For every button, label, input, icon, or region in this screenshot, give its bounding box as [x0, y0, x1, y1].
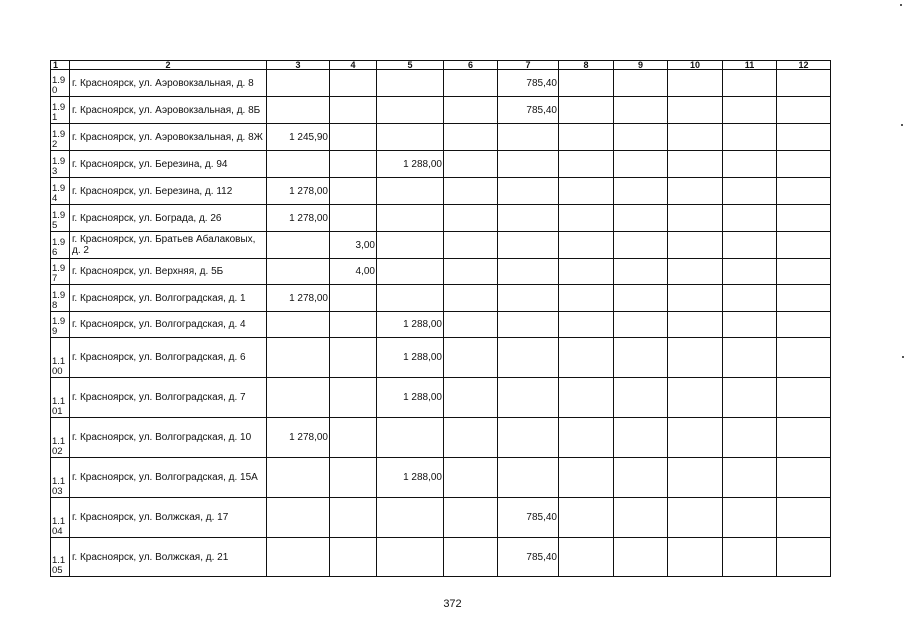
table-body	[51, 70, 831, 577]
scan-speck	[900, 4, 902, 6]
value-cell-col-11	[723, 259, 777, 285]
value-cell-col-3	[267, 232, 330, 259]
column-header-2: 2	[70, 61, 267, 70]
address-cell: г. Красноярск, ул. Волгоградская, д. 6	[70, 338, 267, 378]
address-cell: г. Красноярск, ул. Волгоградская, д. 15А	[70, 458, 267, 498]
value-cell-col-11	[723, 205, 777, 232]
value-cell-col-11	[723, 418, 777, 458]
column-header-3: 3	[267, 61, 330, 70]
value-cell-col-7: 785,40	[498, 538, 559, 577]
value-cell-col-6	[444, 124, 498, 151]
value-cell-col-3	[267, 378, 330, 418]
value-cell-col-4	[330, 285, 377, 312]
row-number: 1.1 04	[51, 498, 70, 538]
scan-speck	[902, 356, 904, 358]
row-number: 1.1 02	[51, 418, 70, 458]
value-cell-col-7	[498, 378, 559, 418]
value-cell-col-9	[614, 259, 668, 285]
value-cell-col-6	[444, 205, 498, 232]
value-cell-col-12	[777, 498, 831, 538]
row-number: 1.9 2	[51, 124, 70, 151]
column-header-4: 4	[330, 61, 377, 70]
value-cell-col-7	[498, 205, 559, 232]
value-cell-col-4: 3,00	[330, 232, 377, 259]
table-row	[51, 338, 831, 378]
value-cell-col-10	[668, 418, 723, 458]
address-cell: г. Красноярск, ул. Верхняя, д. 5Б	[70, 259, 267, 285]
value-cell-col-3: 1 278,00	[267, 418, 330, 458]
column-header-9: 9	[614, 61, 668, 70]
value-cell-col-6	[444, 538, 498, 577]
value-cell-col-8	[559, 205, 614, 232]
row-number: 1.1 00	[51, 338, 70, 378]
row-number: 1.9 7	[51, 259, 70, 285]
value-cell-col-8	[559, 97, 614, 124]
table-row	[51, 178, 831, 205]
value-cell-col-10	[668, 124, 723, 151]
value-cell-col-7	[498, 151, 559, 178]
value-cell-col-9	[614, 338, 668, 378]
value-cell-col-10	[668, 458, 723, 498]
row-number: 1.9 0	[51, 70, 70, 97]
value-cell-col-11	[723, 312, 777, 338]
column-header-8: 8	[559, 61, 614, 70]
table-row	[51, 498, 831, 538]
value-cell-col-3: 1 245,90	[267, 124, 330, 151]
address-cell: г. Красноярск, ул. Аэровокзальная, д. 8Б	[70, 97, 267, 124]
address-cell: г. Красноярск, ул. Аэровокзальная, д. 8	[70, 70, 267, 97]
value-cell-col-3	[267, 338, 330, 378]
value-cell-col-7	[498, 285, 559, 312]
value-cell-col-4	[330, 312, 377, 338]
value-cell-col-9	[614, 378, 668, 418]
address-cell: г. Красноярск, ул. Волгоградская, д. 4	[70, 312, 267, 338]
value-cell-col-7	[498, 259, 559, 285]
value-cell-col-10	[668, 151, 723, 178]
value-cell-col-10	[668, 538, 723, 577]
value-cell-col-11	[723, 458, 777, 498]
value-cell-col-6	[444, 418, 498, 458]
value-cell-col-5: 1 288,00	[377, 458, 444, 498]
column-header-6: 6	[444, 61, 498, 70]
value-cell-col-11	[723, 498, 777, 538]
value-cell-col-5	[377, 97, 444, 124]
table-row	[51, 418, 831, 458]
address-cell: г. Красноярск, ул. Березина, д. 112	[70, 178, 267, 205]
value-cell-col-11	[723, 97, 777, 124]
value-cell-col-9	[614, 97, 668, 124]
value-cell-col-6	[444, 232, 498, 259]
value-cell-col-10	[668, 232, 723, 259]
value-cell-col-4	[330, 178, 377, 205]
value-cell-col-9	[614, 458, 668, 498]
column-header-10: 10	[668, 61, 723, 70]
value-cell-col-9	[614, 418, 668, 458]
value-cell-col-6	[444, 285, 498, 312]
value-cell-col-12	[777, 259, 831, 285]
value-cell-col-4: 4,00	[330, 259, 377, 285]
table-row	[51, 151, 831, 178]
value-cell-col-3	[267, 538, 330, 577]
value-cell-col-9	[614, 285, 668, 312]
value-cell-col-5	[377, 178, 444, 205]
value-cell-col-8	[559, 538, 614, 577]
value-cell-col-10	[668, 97, 723, 124]
value-cell-col-12	[777, 378, 831, 418]
value-cell-col-3	[267, 70, 330, 97]
value-cell-col-11	[723, 178, 777, 205]
value-cell-col-7	[498, 178, 559, 205]
value-cell-col-12	[777, 418, 831, 458]
value-cell-col-7	[498, 418, 559, 458]
column-header-1: 1	[51, 61, 70, 70]
value-cell-col-12	[777, 232, 831, 259]
value-cell-col-5: 1 288,00	[377, 151, 444, 178]
value-cell-col-7: 785,40	[498, 498, 559, 538]
value-cell-col-9	[614, 538, 668, 577]
value-cell-col-6	[444, 259, 498, 285]
value-cell-col-4	[330, 97, 377, 124]
row-number: 1.9 9	[51, 312, 70, 338]
value-cell-col-10	[668, 498, 723, 538]
value-cell-col-6	[444, 97, 498, 124]
value-cell-col-11	[723, 378, 777, 418]
table-row	[51, 378, 831, 418]
value-cell-col-6	[444, 178, 498, 205]
value-cell-col-10	[668, 70, 723, 97]
value-cell-col-6	[444, 151, 498, 178]
value-cell-col-4	[330, 124, 377, 151]
value-cell-col-5: 1 288,00	[377, 338, 444, 378]
address-cell: г. Красноярск, ул. Волгоградская, д. 1	[70, 285, 267, 312]
row-number: 1.9 4	[51, 178, 70, 205]
value-cell-col-12	[777, 458, 831, 498]
value-cell-col-5	[377, 232, 444, 259]
value-cell-col-5: 1 288,00	[377, 378, 444, 418]
value-cell-col-5	[377, 70, 444, 97]
value-cell-col-4	[330, 378, 377, 418]
table-row	[51, 97, 831, 124]
value-cell-col-8	[559, 178, 614, 205]
value-cell-col-10	[668, 338, 723, 378]
value-cell-col-3	[267, 312, 330, 338]
value-cell-col-3	[267, 259, 330, 285]
value-cell-col-8	[559, 498, 614, 538]
value-cell-col-7: 785,40	[498, 97, 559, 124]
value-cell-col-4	[330, 418, 377, 458]
table-row	[51, 458, 831, 498]
value-cell-col-11	[723, 232, 777, 259]
value-cell-col-6	[444, 498, 498, 538]
value-cell-col-7	[498, 458, 559, 498]
address-cell: г. Красноярск, ул. Братьев Абалаковых, д. 2	[70, 232, 267, 259]
value-cell-col-8	[559, 418, 614, 458]
row-number: 1.1 05	[51, 538, 70, 577]
value-cell-col-8	[559, 312, 614, 338]
address-cell: г. Красноярск, ул. Аэровокзальная, д. 8Ж	[70, 124, 267, 151]
value-cell-col-7	[498, 232, 559, 259]
table-row	[51, 259, 831, 285]
value-cell-col-3	[267, 151, 330, 178]
value-cell-col-8	[559, 151, 614, 178]
value-cell-col-8	[559, 124, 614, 151]
value-cell-col-11	[723, 338, 777, 378]
value-cell-col-4	[330, 70, 377, 97]
address-cell: г. Красноярск, ул. Волгоградская, д. 7	[70, 378, 267, 418]
value-cell-col-5: 1 288,00	[377, 312, 444, 338]
page-number: 372	[443, 598, 462, 610]
row-number: 1.9 5	[51, 205, 70, 232]
value-cell-col-3: 1 278,00	[267, 205, 330, 232]
value-cell-col-8	[559, 232, 614, 259]
value-cell-col-5	[377, 285, 444, 312]
table-row	[51, 70, 831, 97]
value-cell-col-4	[330, 498, 377, 538]
value-cell-col-4	[330, 458, 377, 498]
value-cell-col-9	[614, 70, 668, 97]
value-cell-col-9	[614, 124, 668, 151]
value-cell-col-5	[377, 538, 444, 577]
data-table	[50, 60, 831, 577]
address-cell: г. Красноярск, ул. Волжская, д. 21	[70, 538, 267, 577]
value-cell-col-12	[777, 151, 831, 178]
value-cell-col-10	[668, 259, 723, 285]
value-cell-col-3: 1 278,00	[267, 285, 330, 312]
address-cell: г. Красноярск, ул. Бограда, д. 26	[70, 205, 267, 232]
value-cell-col-8	[559, 70, 614, 97]
value-cell-col-8	[559, 259, 614, 285]
value-cell-col-3	[267, 97, 330, 124]
value-cell-col-6	[444, 312, 498, 338]
value-cell-col-9	[614, 178, 668, 205]
value-cell-col-9	[614, 498, 668, 538]
value-cell-col-6	[444, 378, 498, 418]
value-cell-col-4	[330, 338, 377, 378]
value-cell-col-12	[777, 70, 831, 97]
value-cell-col-9	[614, 232, 668, 259]
value-cell-col-6	[444, 458, 498, 498]
row-number: 1.9 8	[51, 285, 70, 312]
value-cell-col-12	[777, 312, 831, 338]
address-cell: г. Красноярск, ул. Волгоградская, д. 10	[70, 418, 267, 458]
value-cell-col-12	[777, 205, 831, 232]
value-cell-col-8	[559, 458, 614, 498]
value-cell-col-7	[498, 338, 559, 378]
value-cell-col-6	[444, 70, 498, 97]
row-number: 1.1 01	[51, 378, 70, 418]
table-row	[51, 205, 831, 232]
table-row	[51, 538, 831, 577]
value-cell-col-12	[777, 178, 831, 205]
value-cell-col-9	[614, 151, 668, 178]
value-cell-col-12	[777, 97, 831, 124]
value-cell-col-5	[377, 498, 444, 538]
table-row	[51, 124, 831, 151]
row-number: 1.9 1	[51, 97, 70, 124]
value-cell-col-7: 785,40	[498, 70, 559, 97]
row-number: 1.1 03	[51, 458, 70, 498]
value-cell-col-5	[377, 259, 444, 285]
column-header-5: 5	[377, 61, 444, 70]
value-cell-col-10	[668, 285, 723, 312]
value-cell-col-10	[668, 205, 723, 232]
value-cell-col-11	[723, 124, 777, 151]
table-row	[51, 285, 831, 312]
column-header-11: 11	[723, 61, 777, 70]
scan-speck	[901, 124, 903, 126]
value-cell-col-6	[444, 338, 498, 378]
value-cell-col-10	[668, 312, 723, 338]
row-number: 1.9 6	[51, 232, 70, 259]
value-cell-col-5	[377, 418, 444, 458]
value-cell-col-3	[267, 498, 330, 538]
value-cell-col-4	[330, 151, 377, 178]
column-header-7: 7	[498, 61, 559, 70]
row-number: 1.9 3	[51, 151, 70, 178]
value-cell-col-11	[723, 285, 777, 312]
table-row	[51, 312, 831, 338]
value-cell-col-10	[668, 178, 723, 205]
value-cell-col-4	[330, 205, 377, 232]
value-cell-col-7	[498, 124, 559, 151]
table-row	[51, 232, 831, 259]
value-cell-col-5	[377, 205, 444, 232]
value-cell-col-12	[777, 538, 831, 577]
value-cell-col-8	[559, 285, 614, 312]
value-cell-col-8	[559, 338, 614, 378]
value-cell-col-11	[723, 70, 777, 97]
value-cell-col-11	[723, 151, 777, 178]
value-cell-col-12	[777, 124, 831, 151]
value-cell-col-10	[668, 378, 723, 418]
address-cell: г. Красноярск, ул. Березина, д. 94	[70, 151, 267, 178]
value-cell-col-4	[330, 538, 377, 577]
value-cell-col-7	[498, 312, 559, 338]
value-cell-col-11	[723, 538, 777, 577]
value-cell-col-8	[559, 378, 614, 418]
value-cell-col-3: 1 278,00	[267, 178, 330, 205]
table-header-row	[51, 61, 831, 70]
value-cell-col-12	[777, 338, 831, 378]
value-cell-col-9	[614, 205, 668, 232]
value-cell-col-3	[267, 458, 330, 498]
address-cell: г. Красноярск, ул. Волжская, д. 17	[70, 498, 267, 538]
column-header-12: 12	[777, 61, 831, 70]
value-cell-col-5	[377, 124, 444, 151]
value-cell-col-12	[777, 285, 831, 312]
value-cell-col-9	[614, 312, 668, 338]
